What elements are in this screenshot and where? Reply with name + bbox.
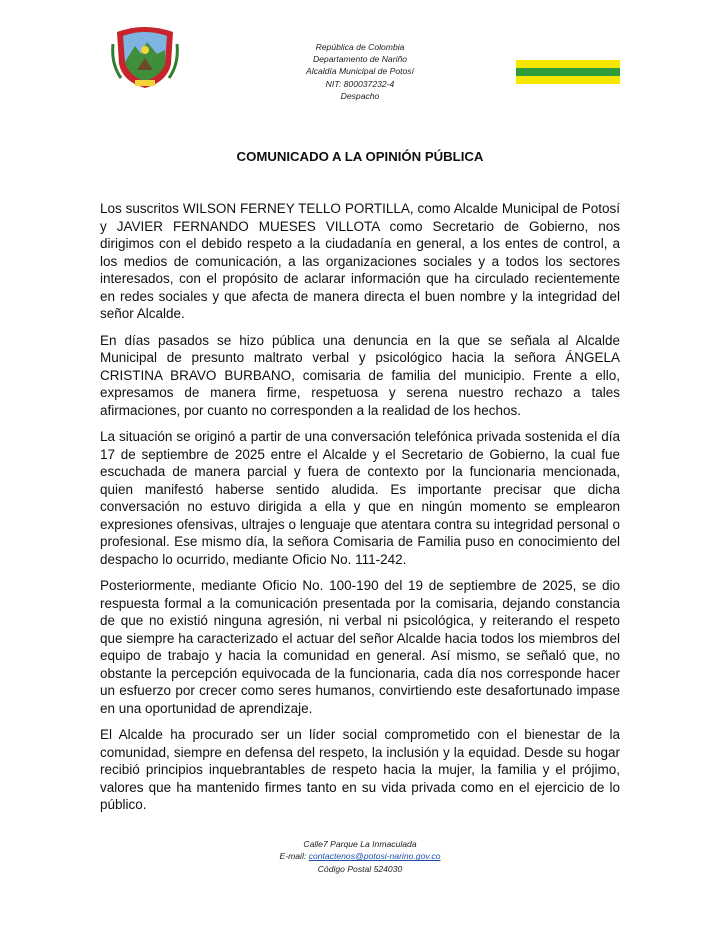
paragraph: La situación se originó a partir de una conversación telefónica privada sostenida el día 17 de septiembre de 2025 entre el Alcalde y el Secretario de Gobierno, la cual fue escuchada de manera parcial y fuera de contexto por la funcionaria mencionada, quien manifestó haberse sentido aludida. Es importante precisar que dicha conversación no estuvo dirigida a ella y que en ningún momento se emplearon expresiones ofensivas, ultrajes o lenguaje que atentara contra su integridad personal o profesional. Ese mismo día, la señora Comisaria de Familia puso en conocimiento del despacho lo ocurrido, mediante Oficio No. 111-242. bbox=[100, 429, 620, 567]
footer-email-line bbox=[0, 850, 720, 862]
flag-stripe-bottom bbox=[516, 76, 620, 84]
flag-stripe-top bbox=[516, 60, 620, 68]
header-country: República de Colombia bbox=[315, 42, 405, 52]
paragraph: En días pasados se hizo pública una denuncia en la que se señala al Alcalde Municipal de presunto maltrato verbal y psicológico hacia la señora ÁNGELA CRISTINA BRAVO BURBANO, comisaria de familia del municipio. Frente a ello, expresamos de manera firme, respetuosa y serena nuestro rechazo a tales afirmaciones, por cuanto no corresponden a la realidad de los hechos. bbox=[100, 332, 620, 418]
flag-stripe-middle bbox=[516, 68, 620, 76]
paragraph: El Alcalde ha procurado ser un líder social comprometido con el bienestar de la comunidad, siempre en defensa del respeto, la inclusión y la equidad. Desde su hogar recibió principios inquebrantables de respeto hacia la mujer, la familia y el prójimo, valores que ha mantenido firmes tanto en su vida privada como en el ejercicio de lo público. bbox=[100, 727, 620, 812]
municipal-crest-logo bbox=[111, 24, 179, 90]
footer-postal-code: Código Postal 524030 bbox=[317, 863, 403, 874]
footer-address: Calle7 Parque La Inmaculada bbox=[303, 839, 417, 849]
municipal-flag bbox=[516, 60, 620, 84]
footer-email-link[interactable]: contactenos@potosi-narino.gov.co bbox=[308, 851, 441, 862]
header-department: Departamento de Nariño bbox=[312, 54, 408, 65]
document-title: COMUNICADO A LA OPINIÓN PÚBLICA bbox=[236, 149, 484, 164]
document-body bbox=[100, 200, 620, 823]
header-nit: NIT: 800037232-4 bbox=[325, 78, 395, 89]
footer-email-label: E-mail: bbox=[279, 851, 309, 862]
header-office: Despacho bbox=[340, 90, 380, 101]
footer bbox=[0, 838, 720, 875]
paragraph: Posteriormente, mediante Oficio No. 100-190 del 19 de septiembre de 2025, se dio respuesta formal a la comunicación presentada por la comisaria, dejando constancia de que no existió ninguna agresión, ni verbal ni psicológica, y reiterando el respeto que siempre ha caracterizado el actuar del señor Alcalde hacia todos los miembros del equipo de trabajo y hacia la comunidad en general. Así mismo, se señaló que, no obstante la percepción equivocada de la funcionaria, cada día nos corresponde hacer un esfuerzo por crecer como seres humanos, convirtiendo este desafortunado impase en una oportunidad de aprendizaje. bbox=[100, 578, 620, 716]
letterhead bbox=[240, 41, 480, 102]
header-municipality: Alcaldía Municipal de Potosí bbox=[306, 66, 414, 77]
paragraph: Los suscritos WILSON FERNEY TELLO PORTILLA, como Alcalde Municipal de Potosí y JAVIER FERNANDO MUESES VILLOTA como Secretario de Gobierno, nos dirigimos con el debido respeto a la ciudadanía en general, a los entes de control, a los medios de comunicación, a las organizaciones sociales y a todos los sectores interesados, con el propósito de aclarar información que ha circulado recientemente en redes sociales y que afecta de manera directa el buen nombre y la integridad del señor Alcalde. bbox=[100, 201, 620, 321]
